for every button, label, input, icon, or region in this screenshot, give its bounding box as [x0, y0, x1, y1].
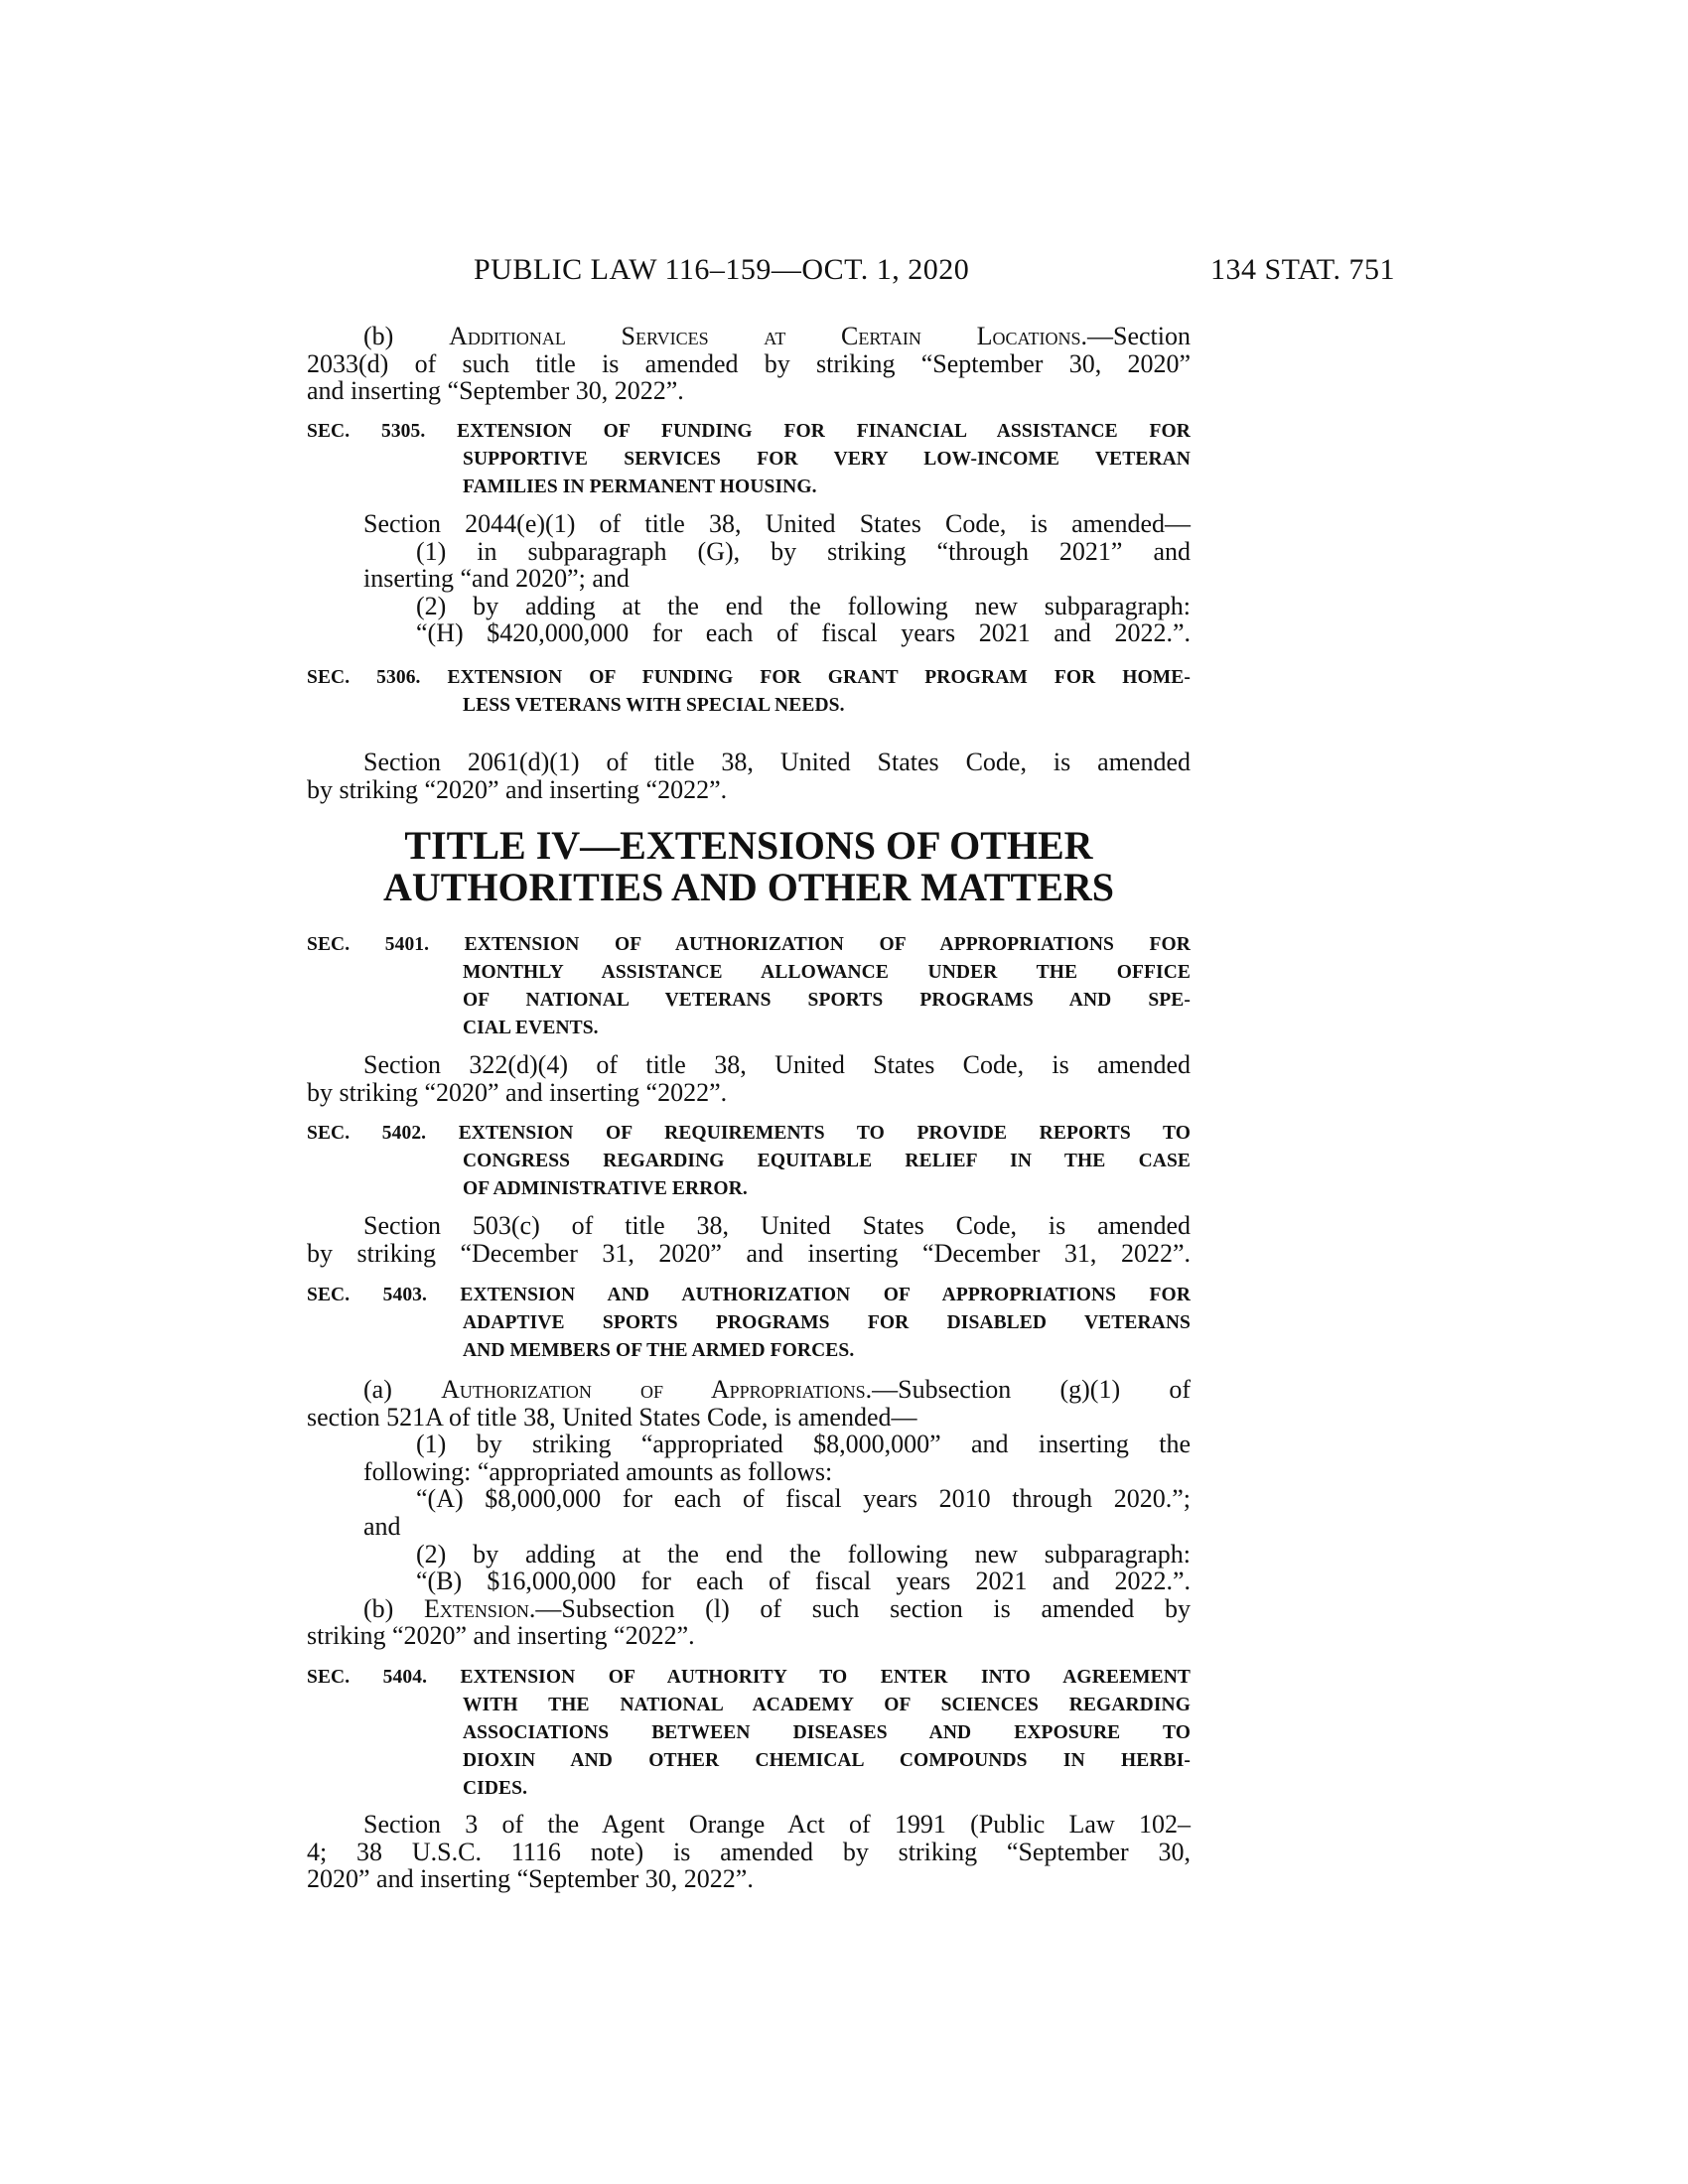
- subsection-heading: Authorization of Appropriations: [441, 1375, 866, 1404]
- text: .—Subsection (g)(1) of: [865, 1375, 1191, 1404]
- text-line: (1) in subparagraph (G), by striking “through 2021” and: [416, 536, 1191, 566]
- heading-line: SEC. 5306. EXTENSION OF FUNDING FOR GRANT PROGRAM FOR HOME-: [307, 667, 1191, 688]
- section-5403-body: [307, 1376, 1191, 1650]
- heading-line: WITH THE NATIONAL ACADEMY OF SCIENCES REGARDING: [463, 1695, 1191, 1715]
- section-5401-body: [307, 1051, 1191, 1106]
- text: (b): [363, 1593, 425, 1623]
- text-line: Section 322(d)(4) of title 38, United States Code, is amended: [363, 1050, 1191, 1079]
- section-5404-body: [307, 1811, 1191, 1893]
- title-line: AUTHORITIES AND OTHER MATTERS: [382, 865, 1115, 909]
- section-5401-heading: [307, 931, 1191, 1042]
- section-5306-heading: [307, 664, 1191, 720]
- heading-line: CIDES.: [463, 1778, 528, 1799]
- heading-line: CONGRESS REGARDING EQUITABLE RELIEF IN THE CASE: [463, 1151, 1191, 1171]
- text-line: and inserting “September 30, 2022”.: [307, 376, 684, 406]
- heading-line: CIAL EVENTS.: [463, 1018, 599, 1038]
- text: (a): [363, 1375, 442, 1404]
- text-line: inserting “and 2020”; and: [363, 564, 630, 594]
- heading-line: MONTHLY ASSISTANCE ALLOWANCE UNDER THE OFFICE: [463, 962, 1191, 983]
- heading-line: AND MEMBERS OF THE ARMED FORCES.: [463, 1340, 855, 1361]
- heading-line: SEC. 5402. EXTENSION OF REQUIREMENTS TO PROVIDE REPORTS TO: [307, 1123, 1191, 1144]
- text: .—Section: [1080, 322, 1191, 350]
- heading-line: LESS VETERANS WITH SPECIAL NEEDS.: [463, 695, 845, 716]
- section-5403-heading: [307, 1282, 1191, 1365]
- text-line: Section 503(c) of title 38, United States Code, is amended: [363, 1211, 1191, 1240]
- text-line: by striking “2020” and inserting “2022”.: [307, 774, 728, 804]
- heading-line: OF NATIONAL VETERANS SPORTS PROGRAMS AND SPE-: [463, 990, 1191, 1011]
- heading-line: ASSOCIATIONS BETWEEN DISEASES AND EXPOSURE TO: [463, 1722, 1191, 1743]
- page-number: 134 STAT. 751: [1209, 253, 1395, 286]
- subsection-heading: Extension: [424, 1593, 529, 1623]
- heading-line: SEC. 5404. EXTENSION OF AUTHORITY TO ENTER INTO AGREEMENT: [307, 1667, 1191, 1688]
- text: .—Subsection (l) of such section is amended by: [528, 1593, 1191, 1623]
- heading-line: SUPPORTIVE SERVICES FOR VERY LOW-INCOME VETERAN: [463, 449, 1191, 470]
- section-5306-body: [307, 749, 1191, 803]
- text-line: striking “2020” and inserting “2022”.: [307, 1621, 695, 1651]
- text-line: (2) by adding at the end the following new subparagraph:: [416, 591, 1191, 620]
- text-line: by striking “2020” and inserting “2022”.: [307, 1077, 728, 1107]
- heading-line: OF ADMINISTRATIVE ERROR.: [463, 1178, 748, 1199]
- text-line: 2033(d) of such title is amended by striking “September 30, 2020”: [307, 348, 1191, 378]
- text: (b): [363, 322, 450, 350]
- text-line: (1) by striking “appropriated $8,000,000” and inserting the: [416, 1430, 1191, 1459]
- text-line: and: [363, 1511, 401, 1541]
- text-line: Section 2061(d)(1) of title 38, United States Code, is amended: [363, 748, 1191, 776]
- title-line: TITLE IV—EXTENSIONS OF OTHER: [404, 823, 1093, 868]
- section-5404-heading: [307, 1664, 1191, 1803]
- text-line: following: “appropriated amounts as follows:: [363, 1456, 833, 1486]
- heading-line: DIOXIN AND OTHER CHEMICAL COMPOUNDS IN HERBI-: [463, 1750, 1191, 1771]
- text-line: “(A) $8,000,000 for each of fiscal years 2010 through 2020.”;: [416, 1484, 1191, 1514]
- text-line: “(H) $420,000,000 for each of fiscal years 2021 and 2022.”.: [416, 618, 1191, 648]
- text-line: 2020” and inserting “September 30, 2022”.: [307, 1864, 754, 1894]
- paragraph-b-additional-services: [307, 323, 1191, 405]
- text-line: “(B) $16,000,000 for each of fiscal years 2021 and 2022.”.: [416, 1567, 1191, 1596]
- section-5305-body: [307, 510, 1191, 647]
- heading-line: SEC. 5401. EXTENSION OF AUTHORIZATION OF APPROPRIATIONS FOR: [307, 934, 1191, 955]
- subsection-heading: Additional Services at Certain Locations: [449, 322, 1081, 350]
- text-line: section 521A of title 38, United States Code, is amended—: [307, 1402, 917, 1432]
- text-line: 4; 38 U.S.C. 1116 note) is amended by striking “September 30,: [307, 1837, 1191, 1866]
- text-line: Section 2044(e)(1) of title 38, United States Code, is amended—: [363, 509, 1191, 538]
- text-line: by striking “December 31, 2020” and inserting “December 31, 2022”.: [307, 1238, 1191, 1268]
- heading-line: SEC. 5403. EXTENSION AND AUTHORIZATION OF APPROPRIATIONS FOR: [307, 1285, 1191, 1305]
- section-5305-heading: [307, 418, 1191, 501]
- running-header-title: PUBLIC LAW 116–159—OCT. 1, 2020: [474, 253, 970, 286]
- section-5402-heading: [307, 1120, 1191, 1203]
- heading-line: ADAPTIVE SPORTS PROGRAMS FOR DISABLED VETERANS: [463, 1312, 1191, 1333]
- heading-line: SEC. 5305. EXTENSION OF FUNDING FOR FINANCIAL ASSISTANCE FOR: [307, 421, 1191, 442]
- text-line: Section 3 of the Agent Orange Act of 1991 (Public Law 102–: [363, 1810, 1191, 1839]
- title-iv-heading: [307, 825, 1191, 908]
- heading-line: FAMILIES IN PERMANENT HOUSING.: [463, 477, 817, 497]
- section-5402-body: [307, 1212, 1191, 1267]
- text-line: (2) by adding at the end the following new subparagraph:: [416, 1539, 1191, 1569]
